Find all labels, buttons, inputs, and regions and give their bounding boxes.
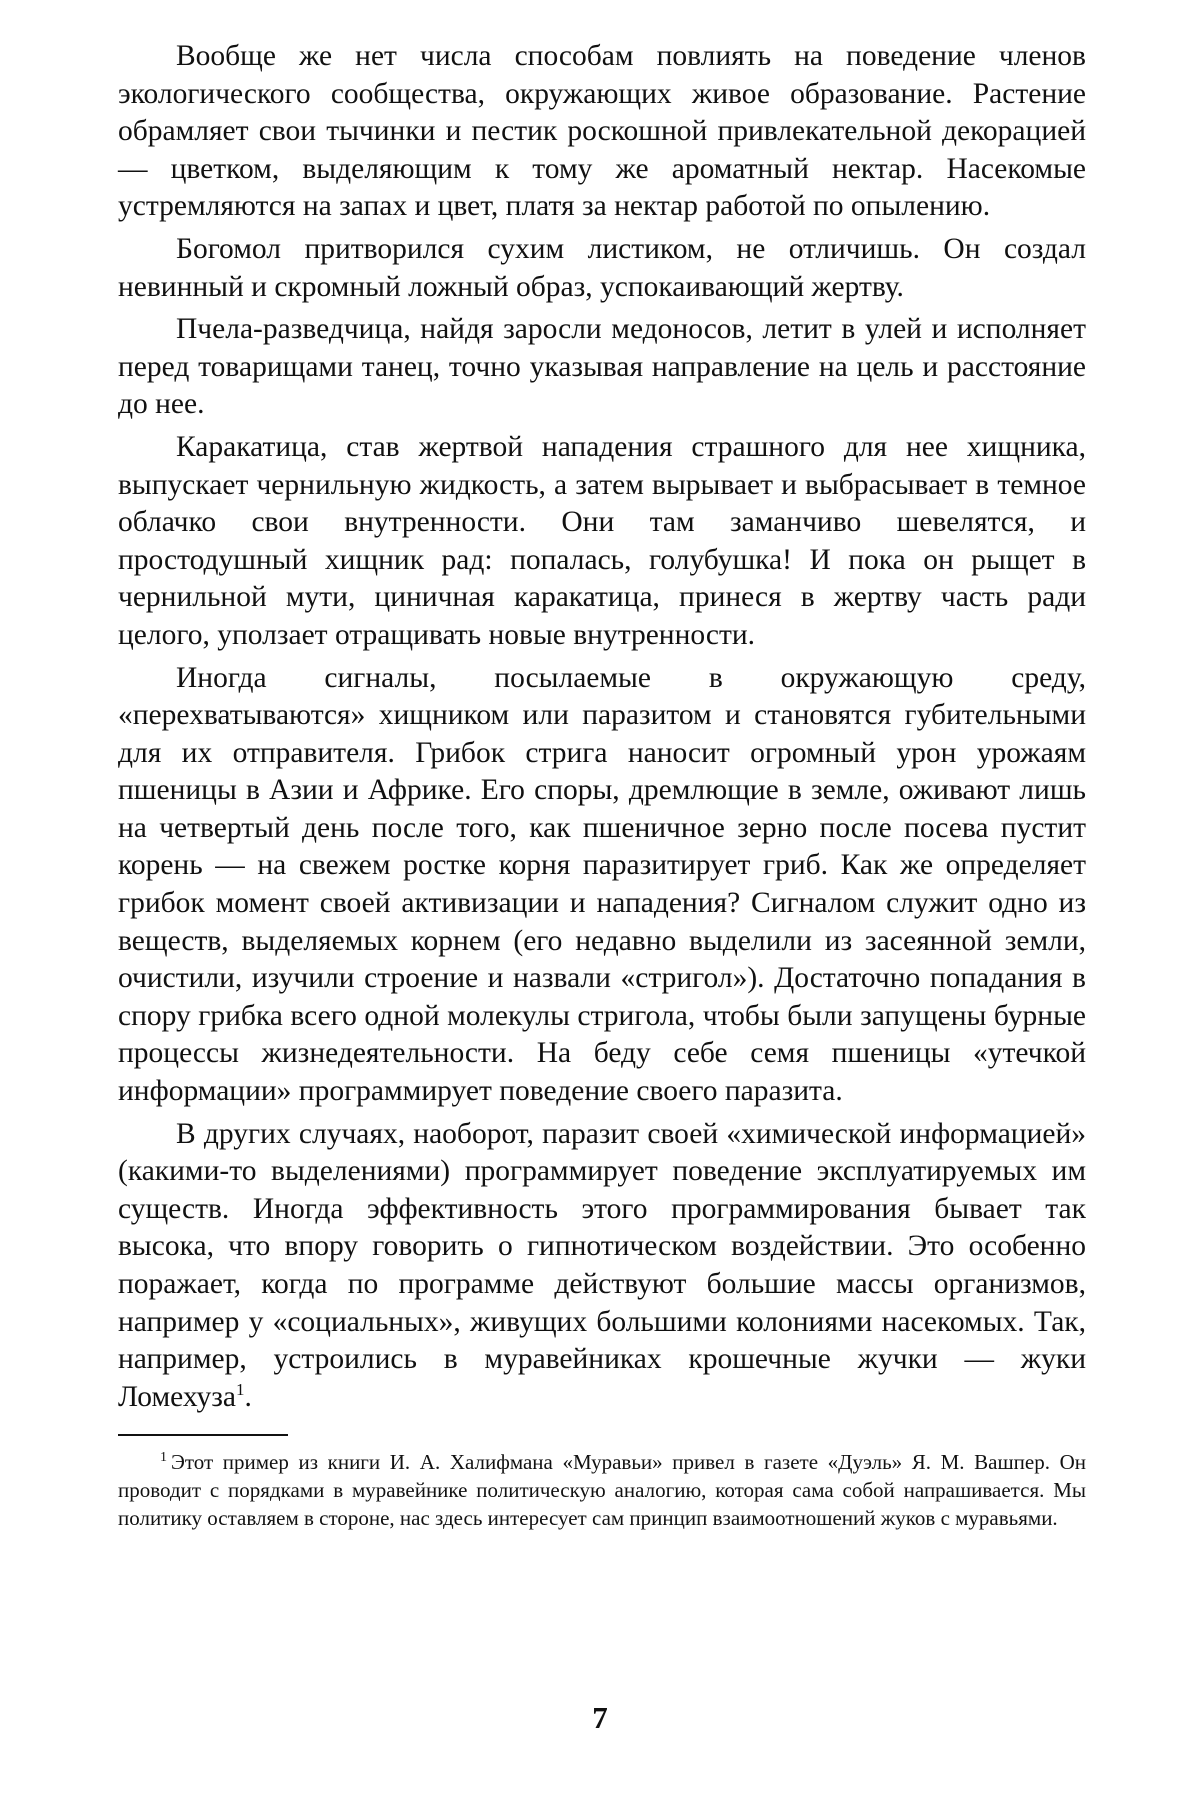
paragraph-2: Богомол притворился сухим листиком, не отличишь. Он создал невинный и скромный ложный образ, успокаивающий жертву. [118, 231, 1086, 306]
footnote-text: Этот пример из книги И. А. Халифмана «Муравьи» привел в газете «Дуэль» Я. М. Вашпер. Он проводит с порядками в муравейнике политическую аналогию, которая сама собой напрашивается. Мы политику оставляем в стороне, нас здесь интересует сам принцип взаимоотношений жуков с муравьями. [118, 1450, 1086, 1530]
paragraph-5: Иногда сигналы, посылаемые в окружающую среду, «перехватываются» хищником или паразитом и становятся губительными для их отправителя. Грибок стрига наносит огромный урон урожаям пшеницы в Азии и Африке. Его споры, дремлющие в земле, оживают лишь на четвертый день после того, как пшеничное зерно после посева пустит корень — на свежем ростке корня паразитирует гриб. Как же определяет грибок момент своей активизации и нападения? Сигналом служит одно из веществ, выделяемых корнем (его недавно выделили из засеянной земли, очистили, изучили строение и назвали «стригол»). Достаточно попадания в спору грибка всего одной молекулы стригола, чтобы были запущены бурные процессы жизнедеятельности. На беду себе семя пшеницы «утечкой информации» программирует поведение своего паразита. [118, 660, 1086, 1111]
paragraph-4: Каракатица, став жертвой нападения страшного для нее хищника, выпускает чернильную жидкость, а затем вырывает и выбрасывает в темное облачко свои внутренности. Они там заманчиво шевелятся, и простодушный хищник рад: попалась, голубушка! И пока он рыщет в чернильной мути, циничная каракатица, принеся в жертву часть ради целого, уползает отращивать новые внутренности. [118, 429, 1086, 655]
paragraph-6 [118, 1116, 1086, 1417]
footnote-mark: 1 [160, 1450, 167, 1465]
paragraph-6-tail: . [244, 1381, 251, 1413]
footnote-divider [118, 1434, 288, 1436]
footnote [118, 1448, 1086, 1532]
paragraph-3: Пчела-разведчица, найдя заросли медоносов, летит в улей и исполняет перед товарищами танец, точно указывая направление на цель и расстояние до нее. [118, 311, 1086, 424]
paragraph-6-text: В других случаях, наоборот, паразит своей «химической информацией» (какими-то выделениями) программирует поведение эксплуатируемых им существ. Иногда эффективность этого программирования бывает так высока, что впору говорить о гипнотическом воздействии. Это особенно поражает, когда по программе действуют большие массы организмов, например у «социальных», живущих большими колониями насекомых. Так, например, устроились в муравейниках крошечные жучки — жуки Ломехуза [118, 1118, 1086, 1413]
page-number: 7 [0, 1700, 1200, 1736]
page-body [118, 38, 1086, 1553]
footnote-reference[interactable]: 1 [236, 1380, 245, 1399]
paragraph-1: Вообще же нет числа способам повлиять на поведение членов экологического сообщества, окружающих живое образование. Растение обрамляет свои тычинки и пестик роскошной привлекательной декорацией — цветком, выделяющим к тому же ароматный нектар. Насекомые устремляются на запах и цвет, платя за нектар работой по опылению. [118, 38, 1086, 226]
